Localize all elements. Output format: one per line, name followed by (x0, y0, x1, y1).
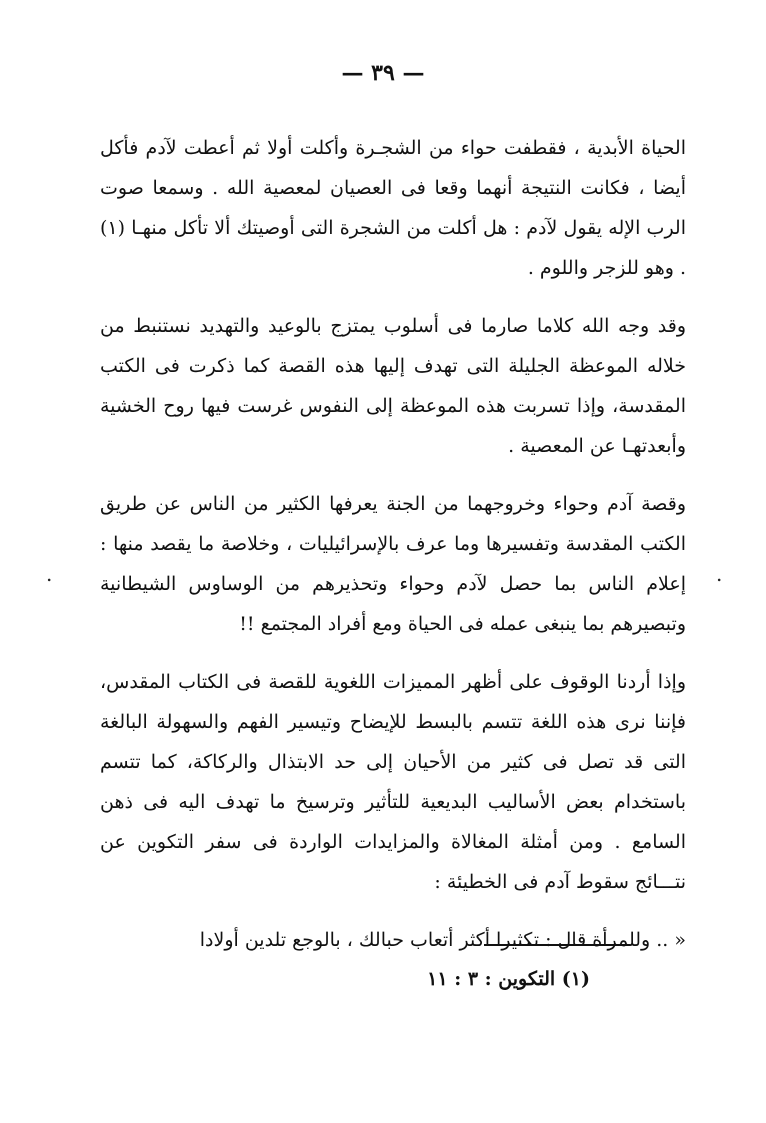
paragraph-2: وقد وجه الله كلاما صارما فى أسلوب يمتزج بالوعيد والتهديد نستنبط من خلاله الموعظة الجليلة التى تهدف إليها هذه القصة كما ذكرت فى الكتب المقدسة، وإذا تسربت هذه الموعظة إلى النفوس غرست فيها روح الخشية وأبعدتهـا عن المعصية . (100, 315, 686, 457)
footnote: (١) التكوين : ٣ : ١١ (427, 968, 590, 990)
paragraph-1: الحياة الأبدية ، فقطفت حواء من الشجـرة وأكلت أولا ثم أعطت لآدم فأكل أيضا ، فكانت النتيجة أنهما وقعا فى العصيان لمعصية الله . وسمعا صوت الرب الإله يقول لآدم : هل أكلت من الشجرة التى أوصيتك ألا تأكل منهـا (١) . وهو للزجر واللوم . (100, 137, 686, 279)
body-text (100, 128, 686, 978)
margin-dot-right: . (716, 562, 723, 586)
paragraph-3: وقصة آدم وحواء وخروجهما من الجنة يعرفها الكثير من الناس عن طريق الكتب المقدسة وتفسيرها وما عرف بالإسرائيليات ، وخلاصة ما يقصد منها : إعلام الناس بما حصل لآدم وحواء وتحذيرهم من الوساوس الشيطانية وتبصيرهم بما ينبغى عمله فى الحياة ومع أفراد المجتمع !! (100, 493, 686, 635)
footnote-divider (484, 944, 630, 946)
page-number: — ٣٩ — (341, 60, 425, 86)
margin-dot-left: . (46, 562, 53, 586)
paragraph-4: وإذا أردنا الوقوف على أظهر المميزات اللغوية للقصة فى الكتاب المقدس، فإننا نرى هذه اللغة تتسم بالبسط للإيضاح وتيسير الفهم والسهولة البالغة التى قد تصل فى كثير من الأحيان إلى حد الابتذال والركاكة، كما تتسم باستخدام بعض الأساليب البديعية للتأثير وترسيخ ما تهدف اليه فى ذهن السامع . ومن أمثلة المغالاة والمزايدات الواردة فى سفر التكوين عن نتـــائج سقوط آدم فى الخطيئة : (100, 671, 686, 893)
paragraph-5-quote: « .. وللمرأة قال : تكثيرا أكثر أتعاب حبالك ، بالوجع تلدين أولادا (199, 929, 686, 951)
